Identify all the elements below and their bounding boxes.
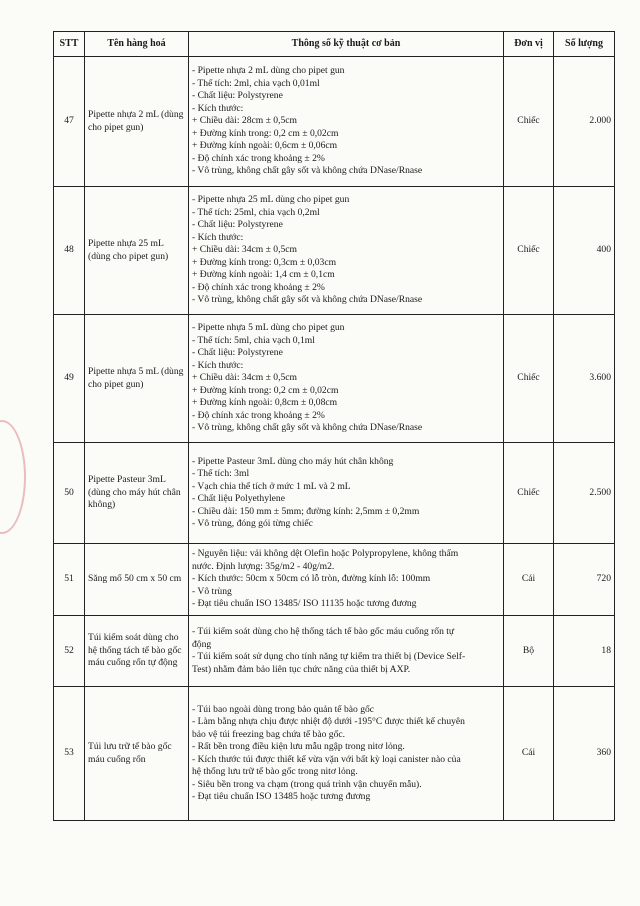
spec-line: + Đường kính ngoài: 0,6cm ± 0,06cm <box>192 140 338 152</box>
spec-line: - Túi bao ngoài dùng trong bảo quản tế bào gốc <box>192 703 375 715</box>
spec-line: + Chiều dài: 28cm ± 0,5cm <box>192 115 297 127</box>
cell-spec <box>189 443 504 544</box>
cell-unit: Chiếc <box>504 443 554 544</box>
header-stt: STT <box>54 32 85 57</box>
cell-name: Túi lưu trữ tế bào gốc máu cuống rốn <box>85 687 189 821</box>
spec-line: - Vô trùng, không chất gây sốt và không chứa DNase/Rnase <box>192 294 423 306</box>
cell-spec <box>189 544 504 616</box>
spec-line: - Túi kiểm soát sử dụng cho tính năng tự kiểm tra thiết bị (Device Self- <box>192 651 466 662</box>
cell-name: Săng mổ 50 cm x 50 cm <box>85 544 189 616</box>
spec-line: bảo vệ túi freezing bag chứa tế bào gốc. <box>192 728 346 740</box>
cell-qty: 720 <box>554 544 615 616</box>
spec-line: - Vô trùng, không chất gây sốt và không chứa DNase/Rnase <box>192 165 423 177</box>
cell-stt: 50 <box>54 443 85 544</box>
cell-spec <box>189 687 504 821</box>
cell-qty: 400 <box>554 187 615 315</box>
spec-line: - Thể tích: 2ml, chia vạch 0,01ml <box>192 77 320 89</box>
cell-name: Pipette nhựa 25 mL (dùng cho pipet gun) <box>85 187 189 315</box>
spec-line: - Đạt tiêu chuẩn ISO 13485/ ISO 11135 hoặc tương đương <box>192 598 417 610</box>
spec-line: - Túi kiểm soát dùng cho hệ thống tách tế bào gốc máu cuống rốn tự <box>192 626 455 637</box>
cell-name: Pipette nhựa 2 mL (dùng cho pipet gun) <box>85 57 189 187</box>
cell-qty: 360 <box>554 687 615 821</box>
spec-line: + Đường kính trong: 0,2 cm ± 0,02cm <box>192 127 339 139</box>
cell-unit: Bộ <box>504 616 554 687</box>
spec-line: - Thể tích: 5ml, chia vạch 0,1ml <box>192 334 315 346</box>
spec-line: - Độ chính xác trong khoảng ± 2% <box>192 409 325 421</box>
cell-unit: Chiếc <box>504 187 554 315</box>
spec-line: - Làm bằng nhựa chịu được nhiệt độ dưới -195°C được thiết kế chuyên <box>192 716 465 727</box>
spec-line: + Chiều dài: 34cm ± 0,5cm <box>192 372 297 384</box>
cell-stt: 51 <box>54 544 85 616</box>
cell-qty: 3.600 <box>554 315 615 443</box>
cell-unit: Cái <box>504 687 554 821</box>
spec-line: - Thể tích: 3ml <box>192 468 250 479</box>
spec-line: - Chiều dài: 150 mm ± 5mm; đường kính: 2,5mm ± 0,2mm <box>192 505 420 517</box>
spec-line: - Chất liệu: Polystyrene <box>192 347 283 359</box>
cell-qty: 2.000 <box>554 57 615 187</box>
spec-line: - Vô trùng, không chất gây sốt và không chứa DNase/Rnase <box>192 422 423 434</box>
table-row <box>54 443 615 544</box>
cell-stt: 52 <box>54 616 85 687</box>
cell-spec <box>189 187 504 315</box>
spec-line: nước. Định lượng: 35g/m2 - 40g/m2. <box>192 560 335 572</box>
spec-line: - Rất bền trong điều kiện lưu mẫu ngập trong nitơ lỏng. <box>192 741 405 752</box>
spec-line: + Chiều dài: 34cm ± 0,5cm <box>192 244 297 256</box>
spec-line: động <box>192 638 212 650</box>
spec-line: + Đường kính ngoài: 0,8cm ± 0,08cm <box>192 397 338 409</box>
header-row <box>54 32 615 57</box>
spec-table <box>53 31 615 821</box>
spec-line: + Đường kính trong: 0,3cm ± 0,03cm <box>192 256 337 268</box>
cell-unit: Cái <box>504 544 554 616</box>
spec-line: - Độ chính xác trong khoảng ± 2% <box>192 152 325 164</box>
spec-line: - Thể tích: 25ml, chia vạch 0,2ml <box>192 206 320 218</box>
spec-line: - Kích thước: <box>192 231 244 243</box>
spec-line: - Kích thước túi được thiết kế vừa vặn với bất kỳ loại canister nào của <box>192 753 461 765</box>
spec-line: - Đạt tiêu chuẩn ISO 13485 hoặc tương đương <box>192 791 371 802</box>
spec-line: Test) nhằm đảm bảo liên tục chức năng của thiết bị AXP. <box>192 663 411 675</box>
table-row <box>54 616 615 687</box>
spec-line: - Nguyên liệu: vải không dệt Olefin hoặc Polypropylene, không thấm <box>192 548 459 560</box>
spec-line: - Vạch chia thể tích ở mức 1 mL và 2 mL <box>192 480 351 492</box>
table-row <box>54 687 615 821</box>
cell-name: Pipette nhựa 5 mL (dùng cho pipet gun) <box>85 315 189 443</box>
cell-stt: 53 <box>54 687 85 821</box>
spec-line: hệ thống lưu trữ tế bào gốc trong nitơ lỏng. <box>192 766 358 777</box>
cell-stt: 47 <box>54 57 85 187</box>
cell-unit: Chiếc <box>504 315 554 443</box>
cell-name: Pipette Pasteur 3mL (dùng cho máy hút chân không) <box>85 443 189 544</box>
cell-unit: Chiếc <box>504 57 554 187</box>
cell-qty: 2.500 <box>554 443 615 544</box>
header-unit: Đơn vị <box>504 32 554 57</box>
cell-stt: 49 <box>54 315 85 443</box>
spec-line: - Pipette nhựa 2 mL dùng cho pipet gun <box>192 65 345 77</box>
header-name: Tên hàng hoá <box>85 32 189 57</box>
spec-line: - Pipette nhựa 5 mL dùng cho pipet gun <box>192 322 345 334</box>
table-row <box>54 544 615 616</box>
cell-spec <box>189 57 504 187</box>
cell-stt: 48 <box>54 187 85 315</box>
cell-name: Túi kiểm soát dùng cho hệ thống tách tế bào gốc máu cuống rốn tự động <box>85 616 189 687</box>
spec-line: - Pipette nhựa 25 mL dùng cho pipet gun <box>192 194 350 206</box>
spec-line: + Đường kính ngoài: 1,4 cm ± 0,1cm <box>192 269 335 281</box>
spec-line: - Pipette Pasteur 3mL dùng cho máy hút chân không <box>192 455 394 467</box>
spec-line: - Siêu bền trong va chạm (trong quá trình vận chuyển mẫu). <box>192 778 422 790</box>
header-qty: Số lượng <box>554 32 615 57</box>
cell-spec <box>189 616 504 687</box>
spec-line: - Vô trùng, đóng gói từng chiếc <box>192 518 313 529</box>
spec-line: - Kích thước: 50cm x 50cm có lỗ tròn, đường kính lỗ: 100mm <box>192 573 431 585</box>
spec-line: - Chất liệu Polyethylene <box>192 493 285 504</box>
spec-line: - Chất liệu: Polystyrene <box>192 90 283 102</box>
header-spec: Thông số kỹ thuật cơ bản <box>189 32 504 57</box>
spec-line: - Chất liệu: Polystyrene <box>192 219 283 231</box>
red-stamp-fragment <box>0 420 26 534</box>
spec-line: - Vô trùng <box>192 585 232 597</box>
cell-qty: 18 <box>554 616 615 687</box>
table-row <box>54 57 615 187</box>
table-row <box>54 187 615 315</box>
spec-line: - Kích thước: <box>192 359 244 371</box>
cell-spec <box>189 315 504 443</box>
spec-line: + Đường kính trong: 0,2 cm ± 0,02cm <box>192 384 339 396</box>
spec-line: - Độ chính xác trong khoảng ± 2% <box>192 281 325 293</box>
spec-line: - Kích thước: <box>192 102 244 114</box>
table-row <box>54 315 615 443</box>
